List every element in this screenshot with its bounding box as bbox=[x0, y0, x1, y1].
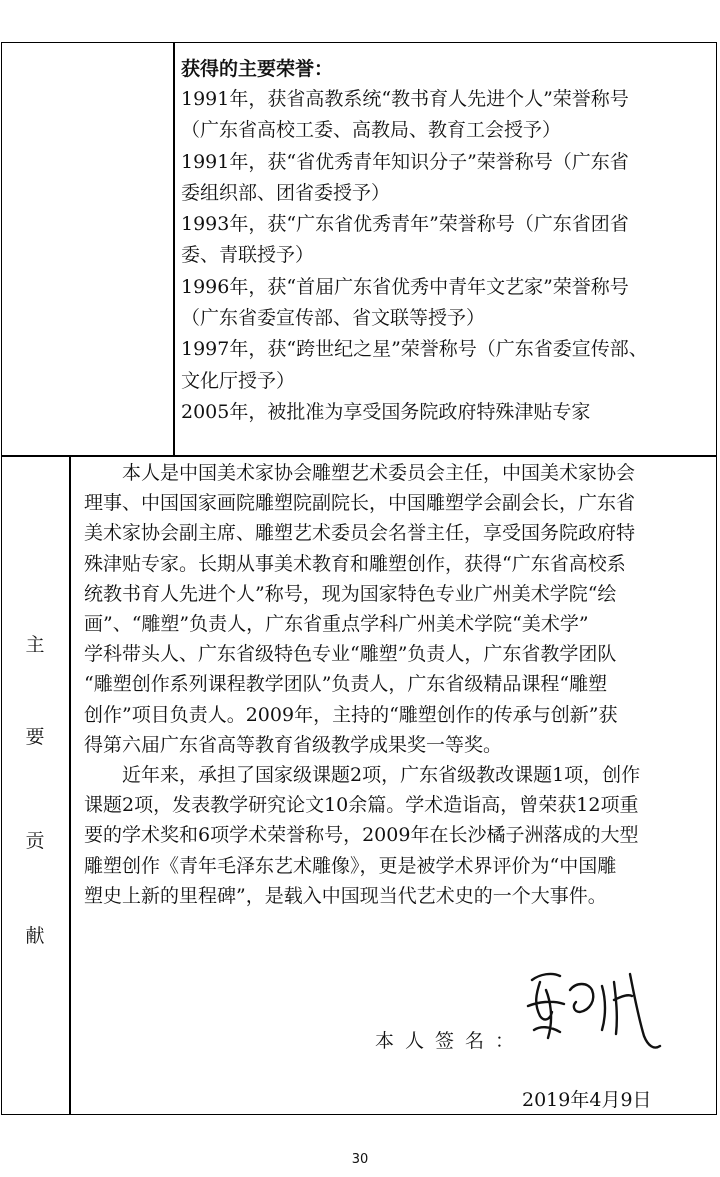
honors-line: （广东省高校工委、高教局、教育工会授予） bbox=[181, 119, 562, 142]
contribution-line: 本人是中国美术家协会雕塑艺术委员会主任，中国美术家协会 bbox=[122, 462, 636, 484]
contribution-line: 要的学术奖和6项学术荣誉称号，2009年在长沙橘子洲落成的大型 bbox=[84, 824, 639, 847]
side-label-char: 主 bbox=[25, 634, 45, 656]
contribution-line: 美术家协会副主席、雕塑艺术委员会名誉主任，享受国务院政府特 bbox=[84, 522, 636, 545]
table-divider-label-column bbox=[69, 455, 71, 1115]
table-divider-honors-column bbox=[173, 42, 175, 456]
honors-section bbox=[181, 54, 711, 428]
signature-date: 2019年4月9日 bbox=[522, 1089, 652, 1111]
contribution-line: 理事、中国国家画院雕塑院副院长，中国雕塑学会副会长，广东省 bbox=[84, 492, 636, 515]
page-number: 30 bbox=[351, 1152, 369, 1167]
contribution-line: 近年来，承担了国家级课题2项，广东省级教改课题1项，创作 bbox=[122, 764, 641, 787]
contribution-line: 画”、“雕塑”负责人，广东省重点学科广州美术学院“美术学” bbox=[84, 613, 589, 636]
contribution-line: 塑史上新的里程碑”，是载入中国现当代艺术史的一个大事件。 bbox=[84, 884, 607, 907]
honors-line: 1996年，获“首届广东省优秀中青年文艺家”荣誉称号 bbox=[181, 275, 629, 298]
contribution-line: “雕塑创作系列课程教学团队”负责人，广东省级精品课程“雕塑 bbox=[84, 673, 608, 696]
side-label-char: 要 bbox=[25, 726, 45, 748]
handwritten-signature bbox=[510, 960, 675, 1060]
table-divider-row bbox=[1, 455, 717, 457]
contribution-line: 创作”项目负责人。2009年，主持的“雕塑创作的传承与创新”获 bbox=[84, 703, 618, 726]
contribution-section bbox=[84, 458, 712, 911]
honors-line: 1993年，获“广东省优秀青年”荣誉称号（广东省团省 bbox=[181, 213, 629, 236]
contribution-line: 学科带头人、广东省级特色专业“雕塑”负责人，广东省教学团队 bbox=[84, 643, 617, 666]
honors-line: （广东省委宣传部、省文联等授予） bbox=[181, 307, 486, 330]
honors-line: 2005年，被批准为享受国务院政府特殊津贴专家 bbox=[181, 400, 591, 423]
contribution-line: 得第六届广东省高等教育省级教学成果奖一等奖。 bbox=[84, 733, 503, 756]
side-label-char: 贡 bbox=[25, 830, 45, 852]
honors-line: 1997年，获“跨世纪之星”荣誉称号（广东省委宣传部、 bbox=[181, 338, 648, 361]
honors-line: 1991年，获省高教系统“教书育人先进个人”荣誉称号 bbox=[181, 88, 629, 110]
honors-title: 获得的主要荣誉： bbox=[181, 58, 334, 80]
signature-label: 本人签名： bbox=[375, 1030, 526, 1052]
honors-line: 文化厅授予） bbox=[181, 369, 296, 392]
contribution-line: 雕塑创作《青年毛泽东艺术雕像》，更是被学术界评价为“中国雕 bbox=[84, 854, 617, 877]
contribution-line: 课题2项，发表教学研究论文10余篇。学术造诣高，曾荣获12项重 bbox=[84, 794, 639, 817]
honors-line: 1991年，获“省优秀青年知识分子”荣誉称号（广东省 bbox=[181, 150, 629, 173]
side-label-char: 献 bbox=[25, 925, 45, 947]
honors-line: 委组织部、团省委授予） bbox=[181, 181, 391, 204]
contribution-line: 统教书育人先进个人”称号，现为国家特色专业广州美术学院“绘 bbox=[84, 582, 617, 605]
honors-line: 委、青联授予） bbox=[181, 244, 315, 267]
contribution-line: 殊津贴专家。长期从事美术教育和雕塑创作，获得“广东省高校系 bbox=[84, 552, 626, 575]
